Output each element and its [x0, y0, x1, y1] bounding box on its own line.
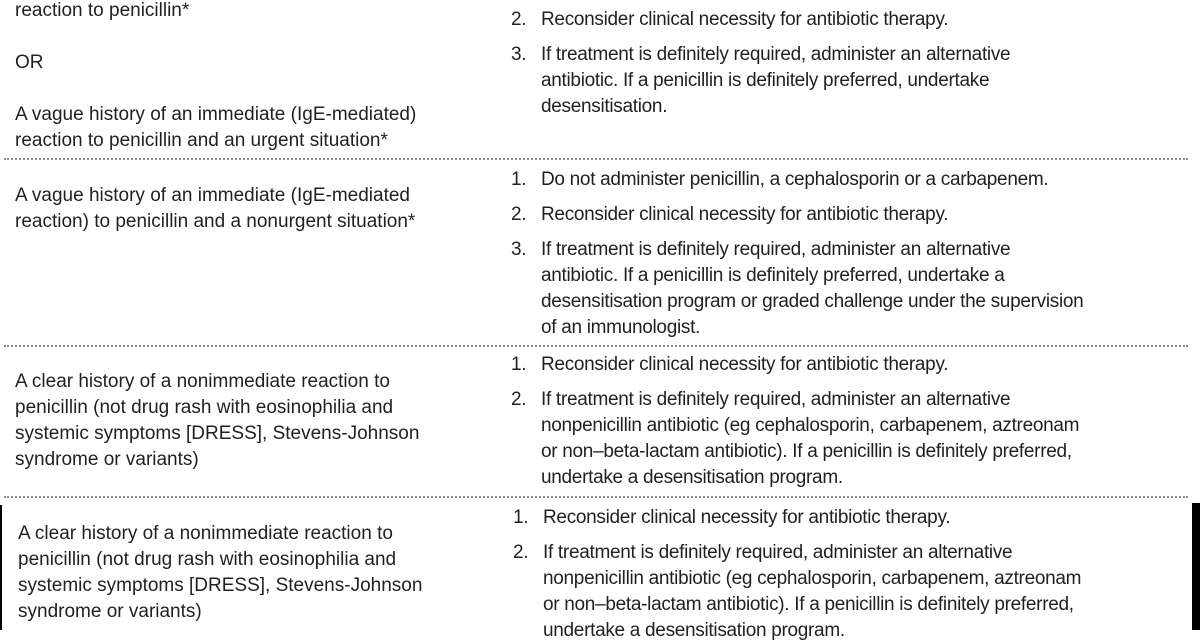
item-number: 1.: [513, 507, 529, 528]
action-text: desensitisation.: [541, 96, 668, 117]
action-item: [513, 540, 1193, 644]
condition-line: penicillin (not drug rash with eosinophilia and: [15, 397, 394, 418]
or-label: OR: [15, 52, 44, 73]
action-text: If treatment is definitely required, administer an alternative: [543, 542, 1013, 563]
item-number: 3.: [511, 44, 527, 65]
item-number: 3.: [511, 239, 527, 260]
item-number: 1.: [511, 354, 527, 375]
action-item: [511, 202, 1191, 228]
action-item: [511, 352, 1191, 378]
condition-line: reaction to penicillin*: [15, 0, 190, 21]
condition-line: A clear history of a nonimmediate reaction to: [18, 523, 393, 544]
action-text: undertake a desensitisation program.: [541, 467, 843, 488]
item-number: 2.: [511, 204, 527, 225]
action-item: [513, 505, 1193, 531]
action-text: antibiotic. If a penicillin is definitely preferred, undertake a: [541, 265, 1005, 286]
condition-line: penicillin (not drug rash with eosinophilia and: [18, 549, 397, 570]
row-3-actions: [513, 505, 1193, 644]
action-text: Do not administer penicillin, a cephalosporin or a carbapenem.: [541, 169, 1049, 190]
action-text: Reconsider clinical necessity for antibiotic therapy.: [541, 354, 949, 375]
action-text: Reconsider clinical necessity for antibiotic therapy.: [541, 9, 949, 30]
condition-line: syndrome or variants): [15, 449, 199, 470]
action-text: Reconsider clinical necessity for antibiotic therapy.: [543, 507, 951, 528]
action-item: [511, 167, 1191, 193]
condition-line: reaction) to penicillin and a nonurgent situation*: [15, 211, 416, 232]
item-number: 2.: [511, 389, 527, 410]
condition-line: syndrome or variants): [18, 601, 202, 622]
row-2-condition: [15, 369, 485, 473]
row-1-actions: [511, 167, 1191, 341]
row-0-actions: [511, 7, 1191, 120]
action-text: of an immunologist.: [541, 317, 701, 338]
row-0-condition: [15, 0, 485, 154]
row-3-pasted-region: [0, 503, 1200, 641]
item-number: 2.: [511, 9, 527, 30]
action-item: [511, 42, 1191, 120]
condition-line: reaction to penicillin and an urgent situation*: [15, 130, 388, 151]
row-2-actions: [511, 352, 1191, 491]
row-1-condition: [15, 183, 485, 235]
condition-line: A vague history of an immediate (IgE-mediated): [15, 104, 417, 125]
action-text: or non–beta-lactam antibiotic). If a penicillin is definitely preferred,: [543, 594, 1074, 615]
action-item: [511, 387, 1191, 491]
row-separator: [4, 496, 1188, 498]
action-text: Reconsider clinical necessity for antibiotic therapy.: [541, 204, 949, 225]
row-separator: [4, 158, 1188, 160]
condition-line: A vague history of an immediate (IgE-mediated: [15, 185, 410, 206]
action-item: [511, 7, 1191, 33]
condition-line: systemic symptoms [DRESS], Stevens-Johnson: [15, 423, 420, 444]
action-text: antibiotic. If a penicillin is definitely preferred, undertake: [541, 70, 990, 91]
condition-line: A clear history of a nonimmediate reaction to: [15, 371, 390, 392]
black-border-right: [1192, 503, 1200, 630]
item-number: 1.: [511, 169, 527, 190]
action-text: desensitisation program or graded challenge under the supervision: [541, 291, 1084, 312]
action-text: If treatment is definitely required, administer an alternative: [541, 239, 1011, 260]
action-text: If treatment is definitely required, administer an alternative: [541, 44, 1011, 65]
row-separator: [4, 345, 1188, 347]
item-number: 2.: [513, 542, 529, 563]
action-text: undertake a desensitisation program.: [543, 620, 845, 641]
action-item: [511, 237, 1191, 341]
black-border-left: [0, 505, 2, 630]
action-text: nonpenicillin antibiotic (eg cephalosporin, carbapenem, aztreonam: [543, 568, 1082, 589]
condition-line: systemic symptoms [DRESS], Stevens-Johnson: [18, 575, 423, 596]
action-text: nonpenicillin antibiotic (eg cephalosporin, carbapenem, aztreonam: [541, 415, 1080, 436]
action-text: If treatment is definitely required, administer an alternative: [541, 389, 1011, 410]
action-text: or non–beta-lactam antibiotic). If a penicillin is definitely preferred,: [541, 441, 1072, 462]
row-3-condition: [18, 521, 488, 625]
